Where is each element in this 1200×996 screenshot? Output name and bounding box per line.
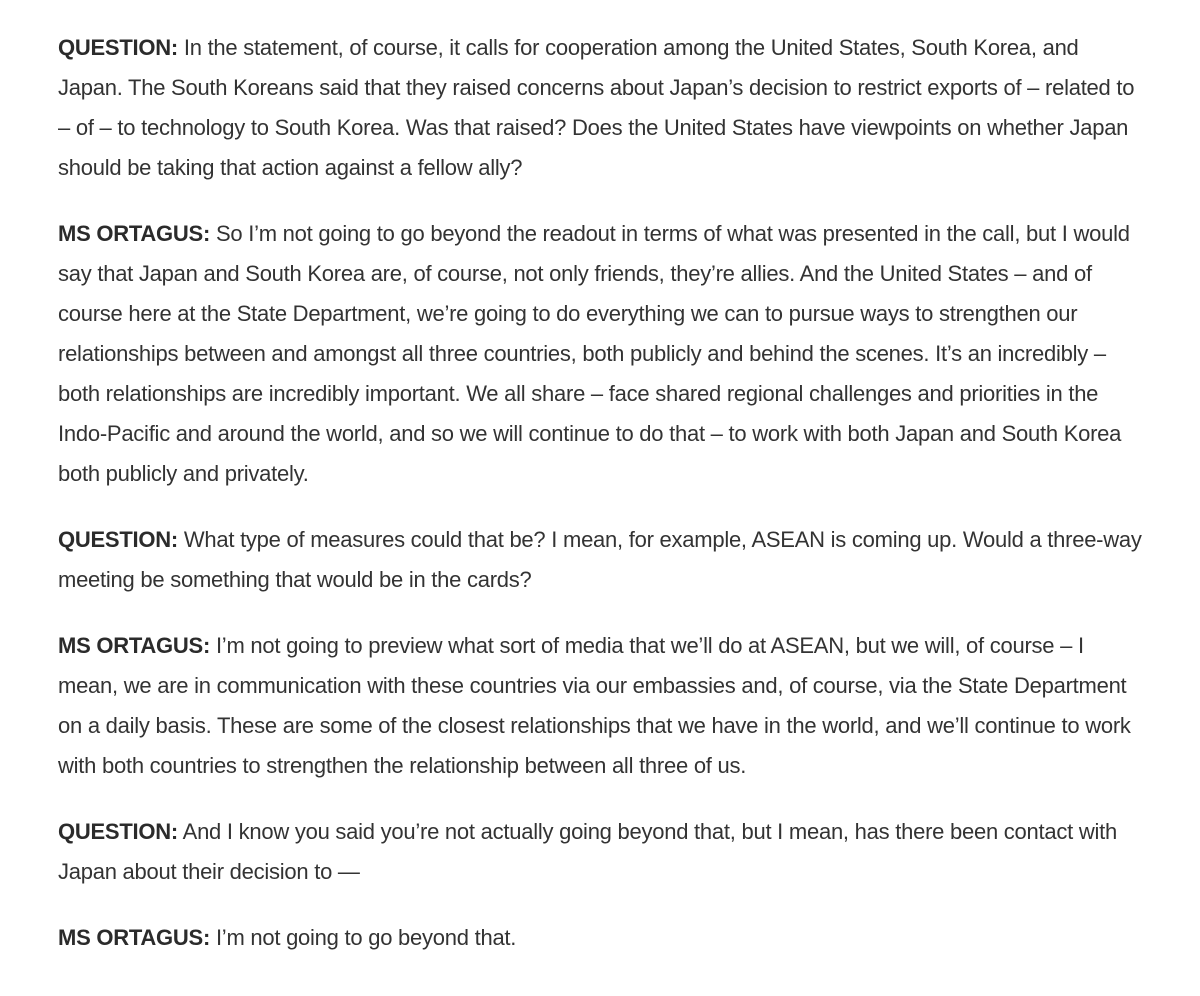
transcript [58, 28, 1148, 984]
transcript-entry-question-3 [58, 812, 1148, 892]
entry-text: I’m not going to go beyond that. [215, 925, 517, 950]
speaker-label: MS ORTAGUS: [58, 633, 211, 658]
entry-text: What type of measures could that be? I mean, for example, ASEAN is coming up. Would a three-way meeting be something that would be in the cards? [58, 527, 1142, 592]
speaker-label: MS ORTAGUS: [58, 925, 211, 950]
transcript-entry-question-2 [58, 520, 1148, 600]
entry-text: And I know you said you’re not actually going beyond that, but I mean, has there been contact with Japan about their decision to — [58, 819, 1117, 884]
speaker-label: QUESTION: [58, 527, 178, 552]
speaker-label: QUESTION: [58, 819, 178, 844]
entry-text: I’m not going to preview what sort of media that we’ll do at ASEAN, but we will, of course – I mean, we are in communication with these countries via our embassies and, of course, via the State Department on a daily basis. These are some of the closest relationships that we have in the world, and we’ll continue to work with both countries to strengthen the relationship between all three of us. [58, 633, 1131, 778]
transcript-entry-answer-3 [58, 918, 1148, 958]
transcript-entry-question-1 [58, 28, 1148, 188]
transcript-entry-answer-1 [58, 214, 1148, 494]
entry-text: In the statement, of course, it calls for cooperation among the United States, South Korea, and Japan. The South Koreans said that they raised concerns about Japan’s decision to restrict exports of – related to – of – to technology to South Korea. Was that raised? Does the United States have viewpoints on whether Japan should be taking that action against a fellow ally? [58, 35, 1135, 180]
speaker-label: QUESTION: [58, 35, 178, 60]
speaker-label: MS ORTAGUS: [58, 221, 211, 246]
entry-text: So I’m not going to go beyond the readout in terms of what was presented in the call, but I would say that Japan and South Korea are, of course, not only friends, they’re allies. And the United States – and of course here at the State Department, we’re going to do everything we can to pursue ways to strengthen our relationships between and amongst all three countries, both publicly and behind the scenes. It’s an incredibly – both relationships are incredibly important. We all share – face shared regional challenges and priorities in the Indo-Pacific and around the world, and so we will continue to do that – to work with both Japan and South Korea both publicly and privately. [58, 221, 1130, 486]
transcript-entry-answer-2 [58, 626, 1148, 786]
